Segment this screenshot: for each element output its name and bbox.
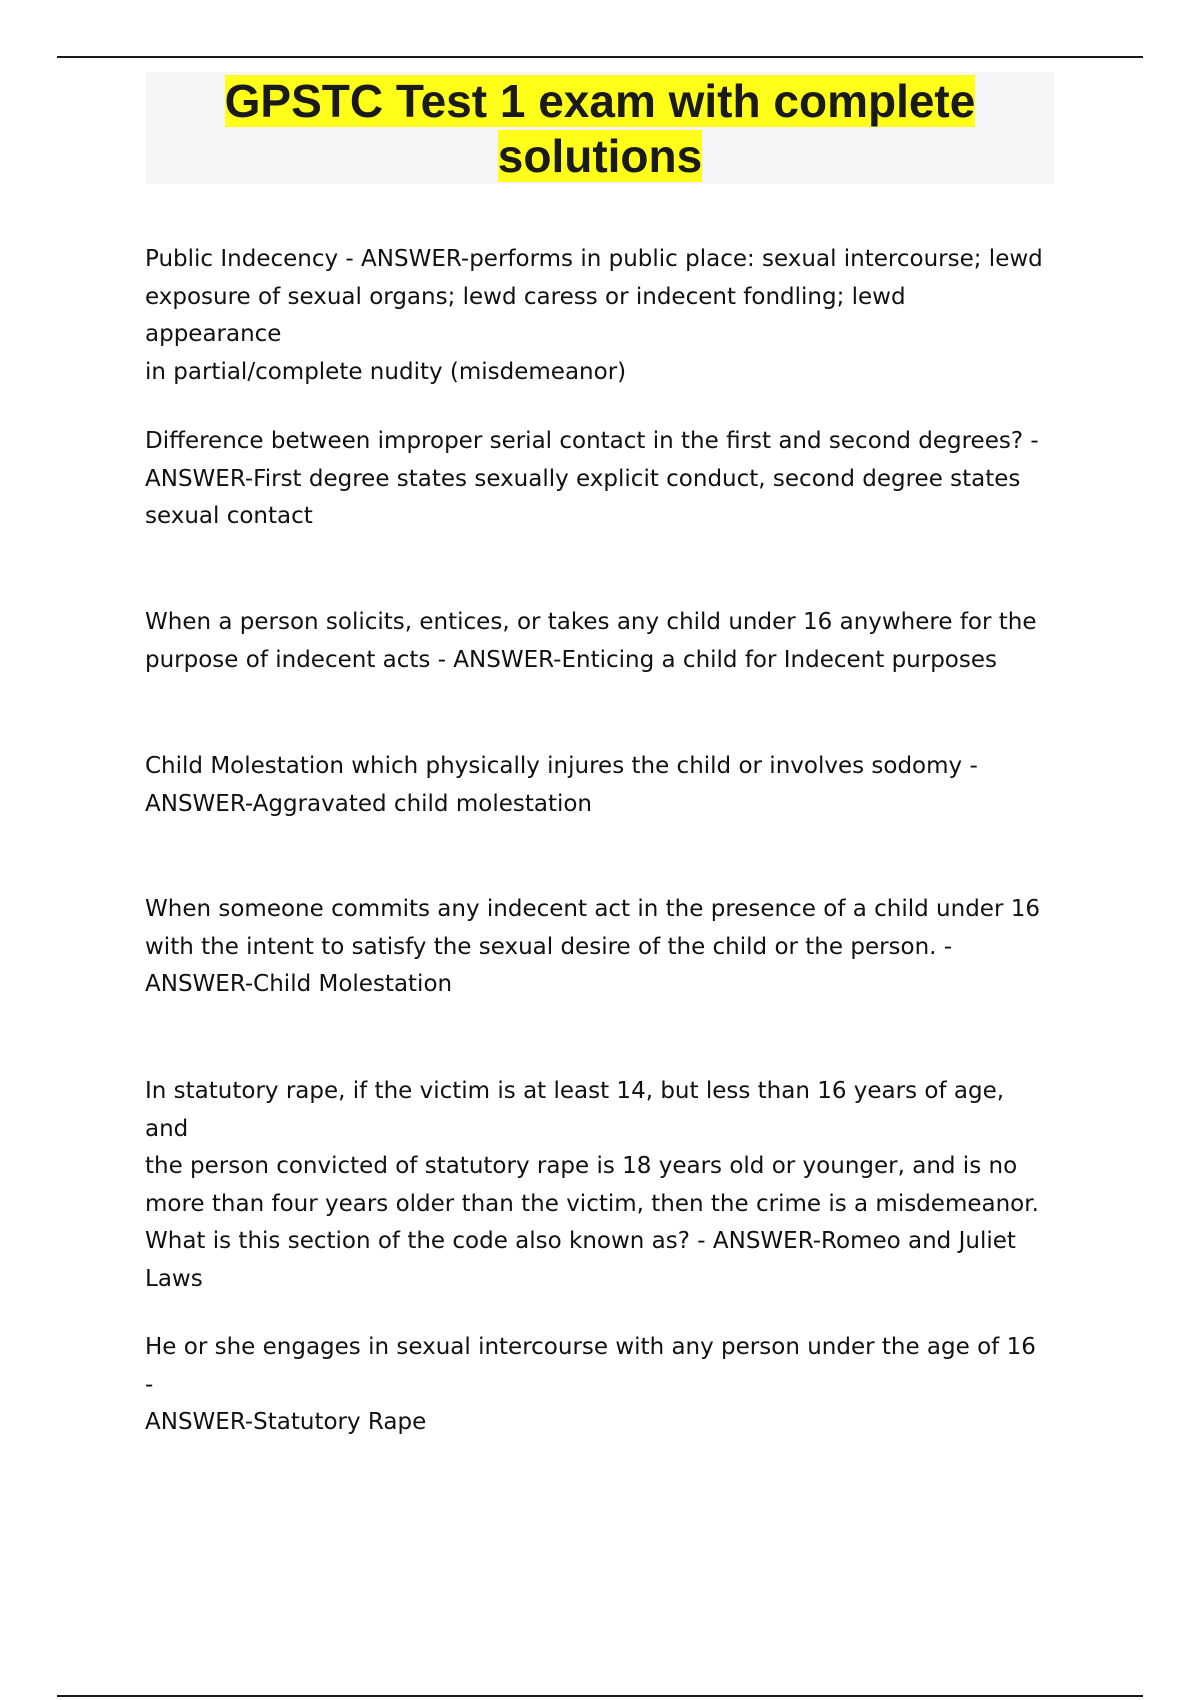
qa-item-statutory-rape: [145, 1329, 1045, 1442]
qa-line: purpose of indecent acts - ANSWER-Enticing a child for Indecent purposes: [145, 646, 997, 673]
qa-line: sexual contact: [145, 503, 313, 529]
qa-line: In statutory rape, if the victim is at least 14, but less than 16 years of age, and: [145, 1078, 1005, 1142]
qa-line: exposure of sexual organs; lewd caress or indecent fondling; lewd appearance: [145, 283, 906, 347]
qa-line: When someone commits any indecent act in the presence of a child under 16: [145, 896, 1040, 922]
title-box: [146, 72, 1054, 184]
qa-line: Difference between improper serial contact in the first and second degrees? -: [145, 428, 1039, 454]
qa-line: ANSWER-First degree states sexually explicit conduct, second degree states: [145, 465, 1021, 492]
page-title: [146, 72, 1054, 184]
qa-line: with the intent to satisfy the sexual desire of the child or the person. -: [145, 933, 953, 960]
qa-line: ANSWER-Child Molestation: [145, 971, 453, 997]
qa-item-public-indecency: [145, 241, 1045, 391]
qa-item-child-molestation: [145, 891, 1045, 1004]
qa-line: Public Indecency - ANSWER-performs in public place: sexual intercourse; lewd: [145, 246, 1043, 272]
qa-line: ANSWER-Aggravated child molestation: [145, 790, 593, 817]
qa-line: ANSWER-Statutory Rape: [145, 1409, 427, 1435]
qa-item-improper-contact: [145, 423, 1045, 536]
qa-line: When a person solicits, entices, or takes any child under 16 anywhere for the: [145, 609, 1037, 635]
qa-item-enticing-child: [145, 604, 1045, 679]
qa-line: in partial/complete nudity (misdemeanor): [145, 358, 627, 385]
qa-line: What is this section of the code also known as? - ANSWER-Romeo and Juliet: [145, 1228, 1016, 1254]
title-line-2: solutions: [497, 130, 703, 182]
qa-item-romeo-juliet: [145, 1073, 1045, 1298]
qa-line: He or she engages in sexual intercourse with any person under the age of 16 -: [145, 1334, 1036, 1398]
qa-item-aggravated-molestation: [145, 748, 1045, 823]
bottom-rule: [57, 1695, 1143, 1697]
top-rule: [57, 56, 1143, 58]
qa-line: Child Molestation which physically injures the child or involves sodomy -: [145, 753, 978, 779]
qa-line: more than four years older than the victim, then the crime is a misdemeanor.: [145, 1190, 1039, 1217]
qa-line: Laws: [145, 1265, 203, 1292]
qa-line: the person convicted of statutory rape is 18 years old or younger, and is no: [145, 1153, 1018, 1179]
title-line-1: GPSTC Test 1 exam with complete: [224, 75, 976, 127]
